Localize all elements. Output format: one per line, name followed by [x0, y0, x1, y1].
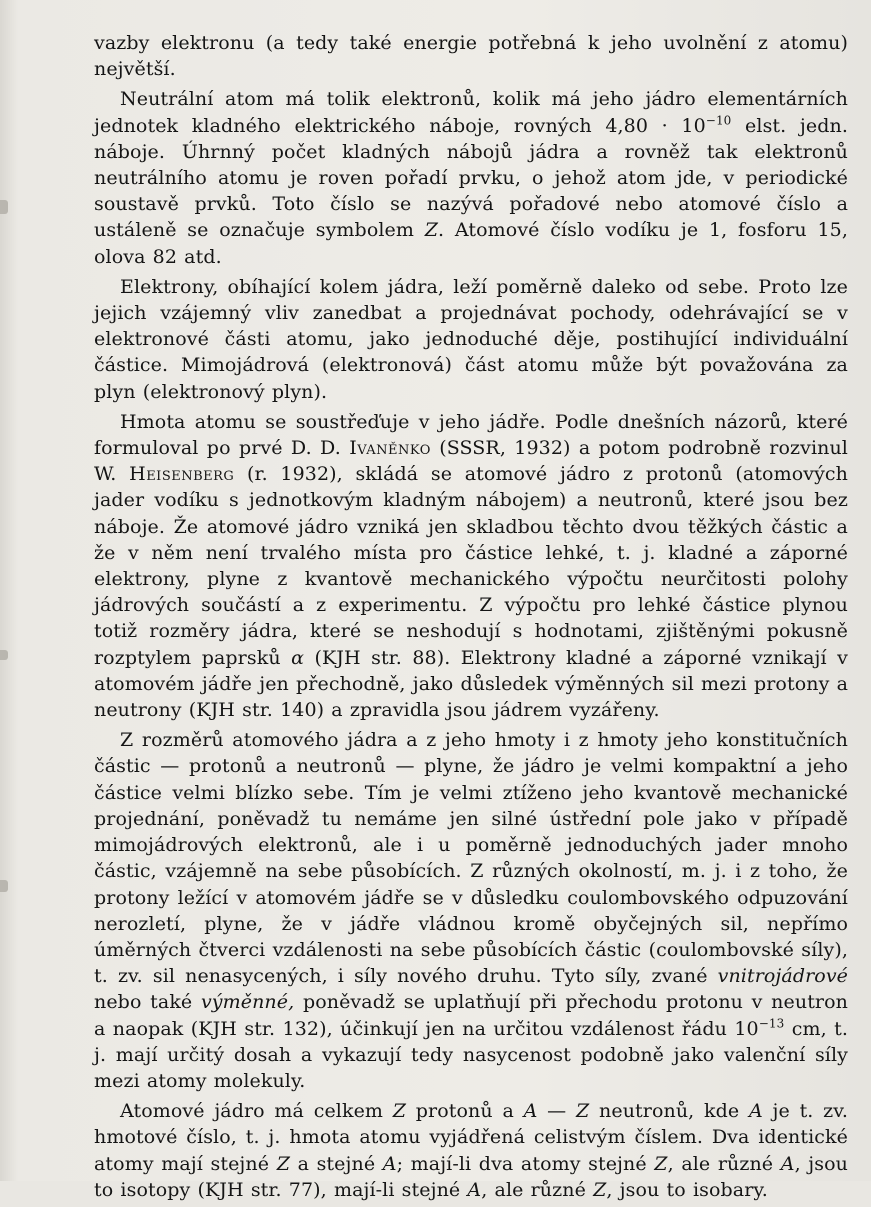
author-name: Ivaněnko: [349, 437, 431, 460]
binding-mark: [0, 200, 8, 214]
author-name: Heisenberg: [129, 463, 235, 486]
paragraph-4: Hmota atomu se soustřeďuje v jeho jádře. Podle dnešních názorů, které formuloval po prvé D. D. Ivaněnko (SSSR, 1932) a potom podrobně rozvinul W. Heisenberg (r. 1932), skládá se atomové jádro z protonů (atomových jader vodíku s jednotkovým kladným nábojem) a neutronů, které jsou bez náboje. Že atomové jádro vzniká jen skladbou těchto dvou těžkých částic a že v něm není trvalého místa pro částice lehké, t. j. kladné a záporné elektrony, plyne z kvantově mechanického výpočtu neurčitosti polohy jádrových součástí a z experimentu. Z výpočtu pro lehké částice plynou totiž rozměry jádra, které se neshodují s hodnotami, zjištěnými pokusně rozptylem paprsků α (KJH str. 88). Elektrony kladné a záporné vznikají v atomovém jádře jen přechodně, jako důsledek výměnných sil mezi protony a neutrony (KJH str. 140) a zpravidla jsou jádrem vyzářeny.: [94, 410, 848, 722]
paragraph-3: Elektrony, obíhající kolem jádra, leží poměrně daleko od sebe. Proto lze jejich vzájemný vliv zanedbat a projednávat pochody, odehrávající se v elektronové části atomu, jako jednoduché děje, postihující individuální částice. Mimojádrová (elektronová) část atomu může být považována za plyn (elektronový plyn).: [94, 275, 848, 403]
binding-mark: [0, 880, 8, 892]
body-text: [94, 30, 848, 1207]
paragraph-2: Neutrální atom má tolik elektronů, kolik má jeho jádro elementárních jednotek kladného elektrického náboje, rovných $4,80 \cdot 10^{-10}$ elst. jedn. náboje. Úhrnný počet kladných nábojů jádra a rovněž tak elektronů neutrálního atomu je roven pořadí prvku, o jehož atom jde, v periodické soustavě prvků. Toto číslo se nazývá pořadové nebo atomové číslo a ustáleně se označuje symbolem Z. Atomové číslo vodíku je 1, fosforu 15, olova 82 atd.: [94, 88, 848, 268]
binding-mark: [0, 650, 8, 660]
paragraph-6: Atomové jádro má celkem Z protonů a A — Z neutronů, kde A je t. zv. hmotové číslo, t. j. hmota atomu vyjádřená celistvým číslem. Dva identické atomy mají stejné Z a stejné A; mají-li dva atomy stejné Z, ale různé A, jsou to isotopy (KJH str. 77), mají-li stejné A, ale různé Z, jsou to isobary.: [94, 1100, 848, 1201]
paragraph-5: Z rozměrů atomového jádra a z jeho hmoty i z hmoty jeho konstitučních částic — protonů a neutronů — plyne, že jádro je velmi kompaktní a jeho částice velmi blízko sebe. Tím je velmi ztíženo jeho kvantově mechanické projednání, poněvadž tu nemáme jen silné ústřední pole jako v případě mimojádrových elektronů, ale i u poměrně jednoduchých jader mnoho částic, vzájemně na sebe působících. Z různých okolností, m. j. i z toho, že protony ležící v atomovém jádře se v důsledku coulombovského odpuzování nerozletí, plyne, že v jádře vládnou kromě obyčejných sil, nepřímo úměrných čtverci vzdálenosti na sebe působících částic (coulombovské síly), t. zv. sil nenasycených, i síly nového druhu. Tyto síly, zvané vnitrojádrové nebo také výměnné, poněvadž se uplatňují při přechodu protonu v neutron a naopak (KJH str. 132), účinkují jen na určitou vzdálenost řádu $10^{-13}$ cm, t. j. mají určitý dosah a vykazují tedy nasycenost podobně jako valenční síly mezi atomy molekuly.: [94, 729, 848, 1092]
paragraph-1: vazby elektronu (a tedy také energie potřebná k jeho uvolnění z atomu) největší.: [94, 32, 848, 81]
